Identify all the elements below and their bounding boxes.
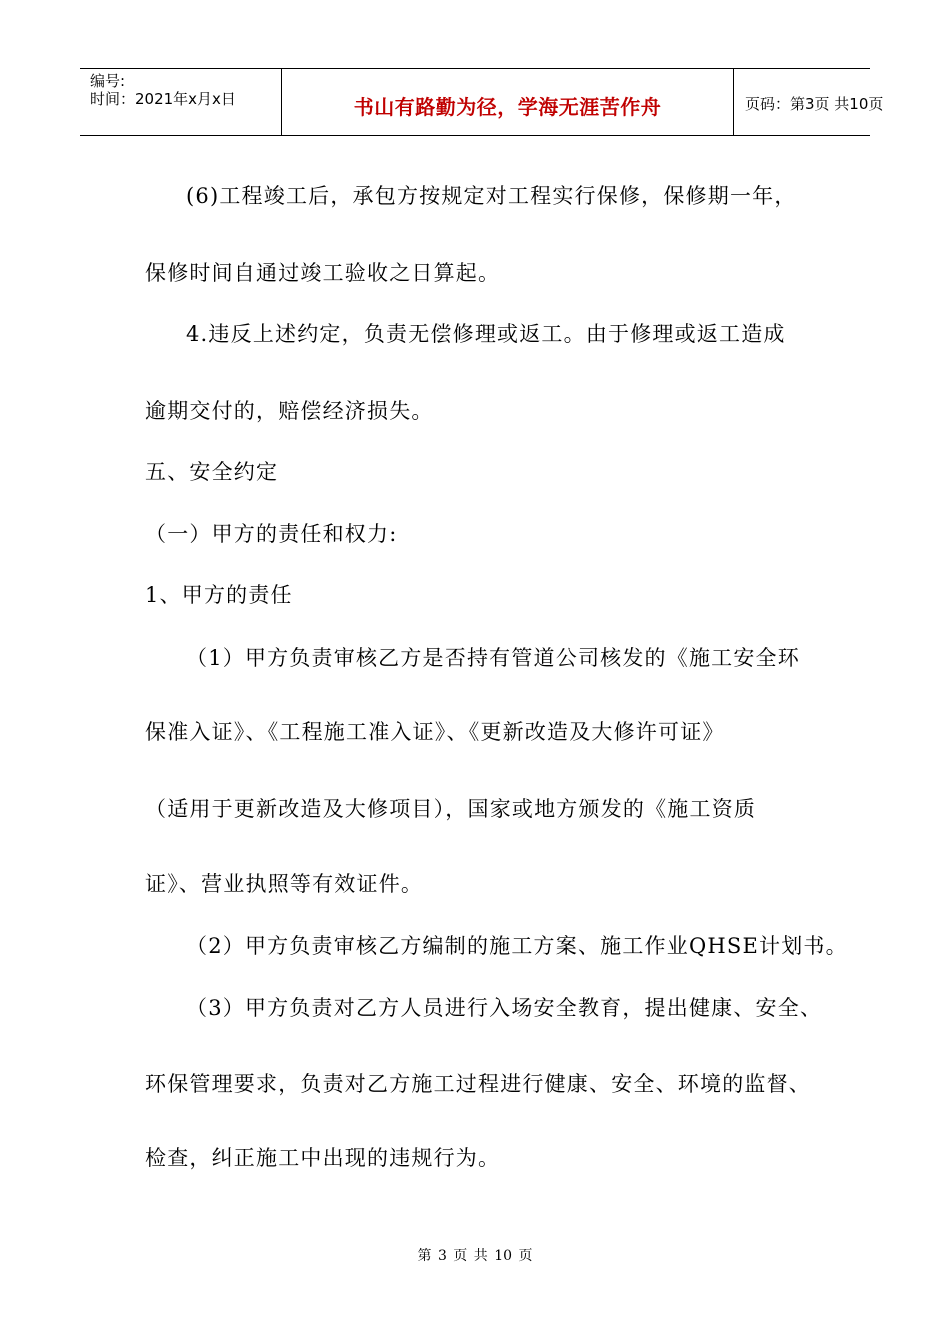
header-motto: 书山有路勤为径，学海无涯苦作舟 bbox=[353, 95, 662, 119]
paragraph-line: （1）甲方负责审核乙方是否持有管道公司核发的《施工安全环 bbox=[186, 646, 800, 670]
document-number-label: 编号: bbox=[90, 72, 126, 90]
document-time-label: 时间：2021年x月x日 bbox=[90, 90, 236, 108]
paragraph-line: 4.违反上述约定，负责无偿修理或返工。由于修理或返工造成 bbox=[186, 322, 786, 346]
paragraph-line: 环保管理要求，负责对乙方施工过程进行健康、安全、环境的监督、 bbox=[145, 1072, 811, 1096]
paragraph-line: （3）甲方负责对乙方人员进行入场安全教育，提出健康、安全、 bbox=[186, 996, 823, 1020]
paragraph-line: 证》、营业执照等有效证件。 bbox=[145, 872, 424, 896]
header-motto-cell bbox=[282, 69, 734, 135]
paragraph-line: 保准入证》、《工程施工准入证》、《更新改造及大修许可证》 bbox=[145, 720, 725, 744]
paragraph-line: （2）甲方负责审核乙方编制的施工方案、施工作业QHSE计划书。 bbox=[186, 934, 848, 958]
page-footer: 第 3 页 共 10 页 bbox=[417, 1248, 533, 1264]
header-page-cell bbox=[734, 69, 884, 135]
paragraph-line: （适用于更新改造及大修项目），国家或地方颁发的《施工资质 bbox=[145, 797, 757, 821]
header-page-info: 页码：第3页 共10页 bbox=[745, 95, 884, 113]
paragraph-line: (6)工程竣工后，承包方按规定对工程实行保修，保修期一年， bbox=[186, 184, 797, 208]
header-table bbox=[80, 68, 884, 136]
paragraph-line: 保修时间自通过竣工验收之日算起。 bbox=[145, 261, 501, 285]
item-heading: 1、甲方的责任 bbox=[145, 583, 293, 607]
header-meta-cell bbox=[80, 69, 282, 135]
paragraph-line: 检查，纠正施工中出现的违规行为。 bbox=[145, 1146, 501, 1170]
paragraph-line: 逾期交付的，赔偿经济损失。 bbox=[145, 399, 434, 423]
section-heading: 五、安全约定 bbox=[145, 460, 279, 484]
subsection-heading: （一）甲方的责任和权力: bbox=[145, 522, 398, 546]
